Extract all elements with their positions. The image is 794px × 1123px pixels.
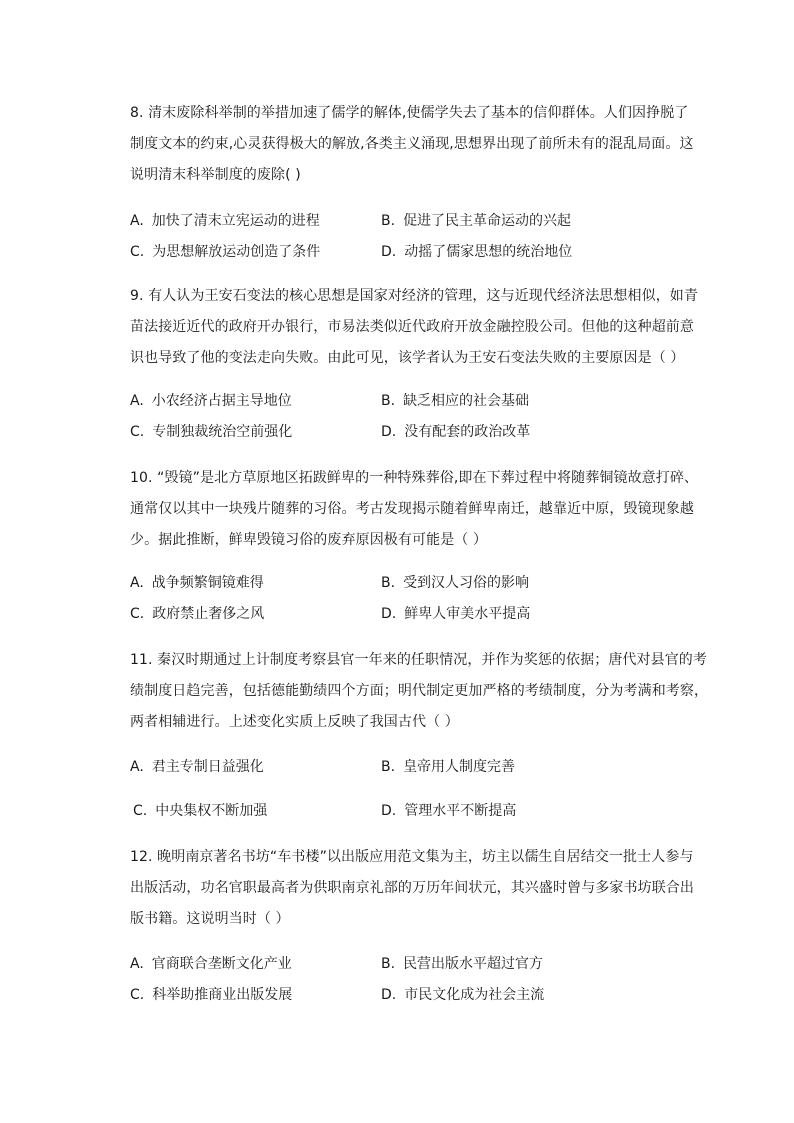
option-a[interactable]: A. 小农经济占据主导地位 bbox=[130, 393, 292, 409]
option-row bbox=[130, 568, 690, 599]
option-c[interactable]: C. 为思想解放运动创造了条件 bbox=[130, 244, 321, 260]
question-12 bbox=[130, 842, 694, 1011]
option-row bbox=[130, 417, 690, 448]
option-row bbox=[130, 206, 690, 237]
option-group bbox=[130, 386, 690, 448]
option-d[interactable]: D. 管理水平不断提高 bbox=[381, 803, 517, 819]
option-a[interactable]: A. 官商联合垄断文化产业 bbox=[130, 956, 292, 972]
option-a[interactable]: A. 战争频繁铜镜难得 bbox=[130, 575, 264, 591]
option-b[interactable]: B. 缺乏相应的社会基础 bbox=[381, 393, 530, 409]
question-text-line: 苗法接近近代的政府开办银行，市易法类似近代政府开放金融控股公司。但他的这种超前意 bbox=[130, 319, 694, 335]
question-text-line: 8. 清末废除科举制的举措加速了儒学的解体,使儒学失去了基本的信仰群体。人们因挣脱了 bbox=[130, 105, 689, 121]
option-row bbox=[130, 949, 690, 980]
option-d[interactable]: D. 市民文化成为社会主流 bbox=[381, 987, 545, 1003]
question-text-line: 制度文本的约束,心灵获得极大的解放,各类主义涌现,思想界出现了前所未有的混乱局面。这 bbox=[130, 136, 694, 152]
question-text-line: 绩制度日趋完善，包括德能勤绩四个方面；明代制定更加严格的考绩制度，分为考满和考察， bbox=[130, 683, 709, 699]
option-row bbox=[130, 386, 690, 417]
option-row bbox=[130, 980, 690, 1011]
question-text-line: 9. 有人认为王安石变法的核心思想是国家对经济的管理，这与近现代经济法思想相似，如青 bbox=[130, 288, 699, 304]
question-text-line: 识也导致了他的变法走向失败。由此可见，该学者认为王安石变法失败的主要原因是（ ） bbox=[130, 350, 685, 366]
question-text-line: 版书籍。这说明当时（ ） bbox=[130, 911, 290, 927]
option-a[interactable]: A. 加快了清末立宪运动的进程 bbox=[130, 213, 320, 229]
option-b[interactable]: B. 受到汉人习俗的影响 bbox=[381, 575, 530, 591]
option-group bbox=[130, 752, 690, 827]
question-text-line: 10. “毁镜”是北方草原地区拓跋鲜卑的一种特殊葬俗,即在下葬过程中将随葬铜镜故意打碎、 bbox=[130, 470, 699, 486]
question-10 bbox=[130, 463, 699, 630]
question-text-line: 12. 晚明南京著名书坊“车书楼”以出版应用范文集为主，坊主以儒生自居结交一批士人参与 bbox=[130, 849, 694, 865]
question-text-line: 少。据此推断，鲜卑毁镜习俗的废弃原因极有可能是（ ） bbox=[130, 532, 488, 548]
option-d[interactable]: D. 动摇了儒家思想的统治地位 bbox=[381, 244, 573, 260]
question-9 bbox=[130, 281, 699, 448]
option-d[interactable]: D. 鲜卑人审美水平提高 bbox=[381, 606, 531, 622]
option-c[interactable]: C. 政府禁止奢侈之风 bbox=[130, 606, 265, 622]
option-group bbox=[130, 206, 690, 268]
question-text-line: 出版活动，功名官职最高者为供职南京礼部的万历年间状元，其兴盛时曾与多家书坊联合出 bbox=[130, 880, 694, 896]
option-row bbox=[130, 752, 690, 796]
option-c[interactable]: C. 科举助推商业出版发展 bbox=[130, 987, 293, 1003]
option-a[interactable]: A. 君主专制日益强化 bbox=[130, 759, 264, 775]
option-row bbox=[130, 796, 690, 827]
option-b[interactable]: B. 促进了民主革命运动的兴起 bbox=[381, 213, 572, 229]
option-group bbox=[130, 568, 690, 630]
option-b[interactable]: B. 皇帝用人制度完善 bbox=[381, 759, 516, 775]
option-d[interactable]: D. 没有配套的政治改革 bbox=[381, 424, 531, 440]
question-text-line: 11. 秦汉时期通过上计制度考察县官一年来的任职情况，并作为奖惩的依据；唐代对县官的考 bbox=[130, 652, 708, 668]
option-c[interactable]: C. 中央集权不断加强 bbox=[133, 803, 268, 819]
option-group bbox=[130, 949, 690, 1011]
option-b[interactable]: B. 民营出版水平超过官方 bbox=[381, 956, 544, 972]
question-text-line: 通常仅以其中一块残片随葬的习俗。考古发现揭示随着鲜卑南迁，越靠近中原，毁镜现象越 bbox=[130, 501, 694, 517]
question-8 bbox=[130, 98, 694, 268]
option-c[interactable]: C. 专制独裁统治空前强化 bbox=[130, 424, 293, 440]
question-text-line: 两者相辅进行。上述变化实质上反映了我国古代（ ） bbox=[130, 714, 459, 730]
question-11 bbox=[130, 645, 709, 827]
option-row bbox=[130, 599, 690, 630]
option-row bbox=[130, 237, 690, 268]
question-text-line: 说明清末科举制度的废除( ) bbox=[130, 167, 301, 183]
